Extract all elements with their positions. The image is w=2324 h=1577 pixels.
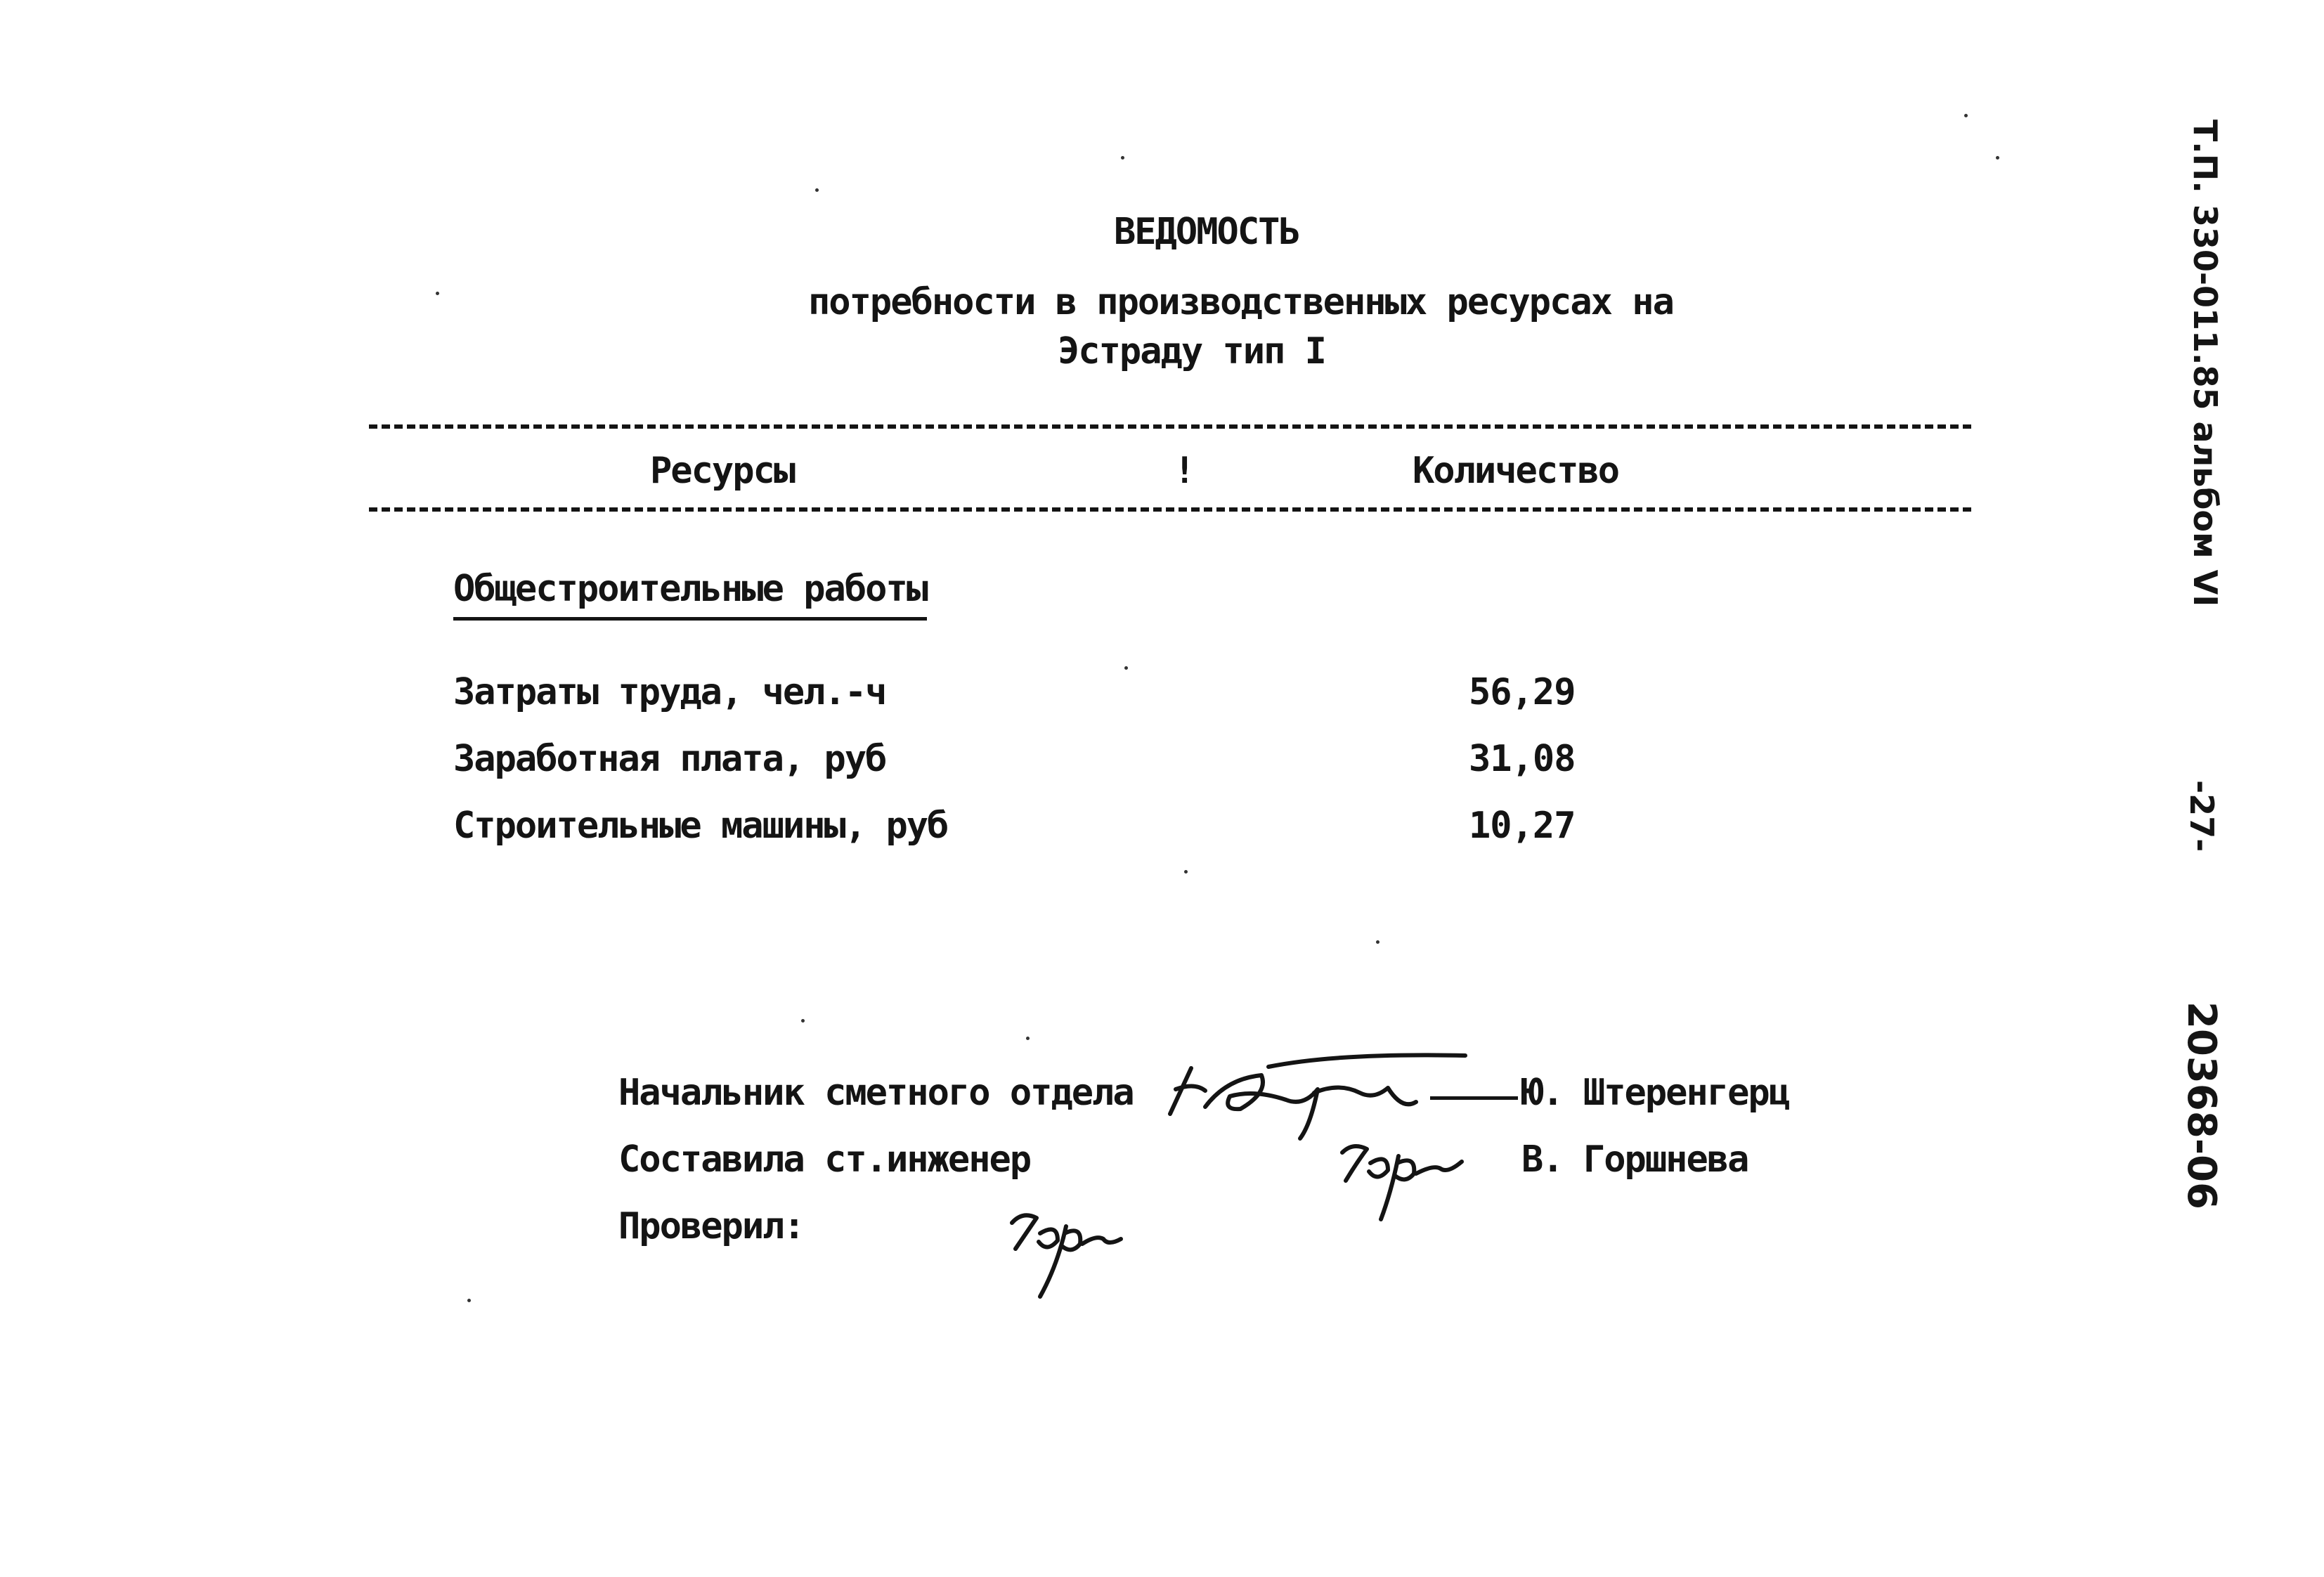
margin-album-reference: Т.П. 330-011.85 альбом VI xyxy=(2186,119,2224,607)
column-header-resource: Ресурсы xyxy=(650,450,795,492)
table-row-label: Заработная плата, руб xyxy=(453,738,886,780)
scan-speck xyxy=(815,188,819,192)
document-subtitle: потребности в производственных ресурсах на xyxy=(808,281,1673,323)
document-object: Эстраду тип I xyxy=(1058,330,1325,372)
document-title: ВЕДОМОСТЬ xyxy=(1114,211,1299,253)
scan-speck xyxy=(1121,156,1124,160)
signature-role: Составила ст.инженер xyxy=(618,1138,1031,1181)
table-row-label: Строительные машины, руб xyxy=(453,805,948,847)
signature-role: Начальник сметного отдела xyxy=(618,1072,1134,1114)
scan-speck xyxy=(1026,1037,1030,1040)
table-row-label: Затраты труда, чел.-ч xyxy=(453,671,886,713)
section-heading: Общестроительные работы xyxy=(453,568,927,621)
signature-name: В. Горшнева xyxy=(1521,1138,1748,1181)
signature-name: Ю. Штеренгерц xyxy=(1521,1072,1789,1114)
signature-role: Проверил: xyxy=(618,1205,804,1247)
table-top-rule xyxy=(369,424,1971,429)
scan-speck xyxy=(801,1019,805,1023)
table-header-rule xyxy=(369,507,1971,512)
scan-speck xyxy=(467,1299,471,1302)
column-header-quantity: Количество xyxy=(1413,450,1619,492)
scan-speck xyxy=(436,292,439,295)
handwritten-signature-checker xyxy=(1001,1205,1142,1307)
margin-document-code: 20368-06 xyxy=(2179,1001,2224,1209)
table-row-value: 31,08 xyxy=(1469,738,1576,780)
margin-page-number: -27- xyxy=(2183,780,2221,852)
handwritten-signature-compiler xyxy=(1328,1135,1490,1240)
scan-speck xyxy=(1376,940,1380,944)
scan-speck xyxy=(1964,114,1968,117)
scan-speck xyxy=(1996,156,1999,160)
handwritten-signature-head xyxy=(1163,1040,1514,1146)
scan-speck xyxy=(1184,870,1188,874)
column-header-separator: ! xyxy=(1174,450,1195,492)
table-row-value: 56,29 xyxy=(1469,671,1576,713)
table-row-value: 10,27 xyxy=(1469,805,1576,847)
scan-speck xyxy=(1124,666,1128,670)
